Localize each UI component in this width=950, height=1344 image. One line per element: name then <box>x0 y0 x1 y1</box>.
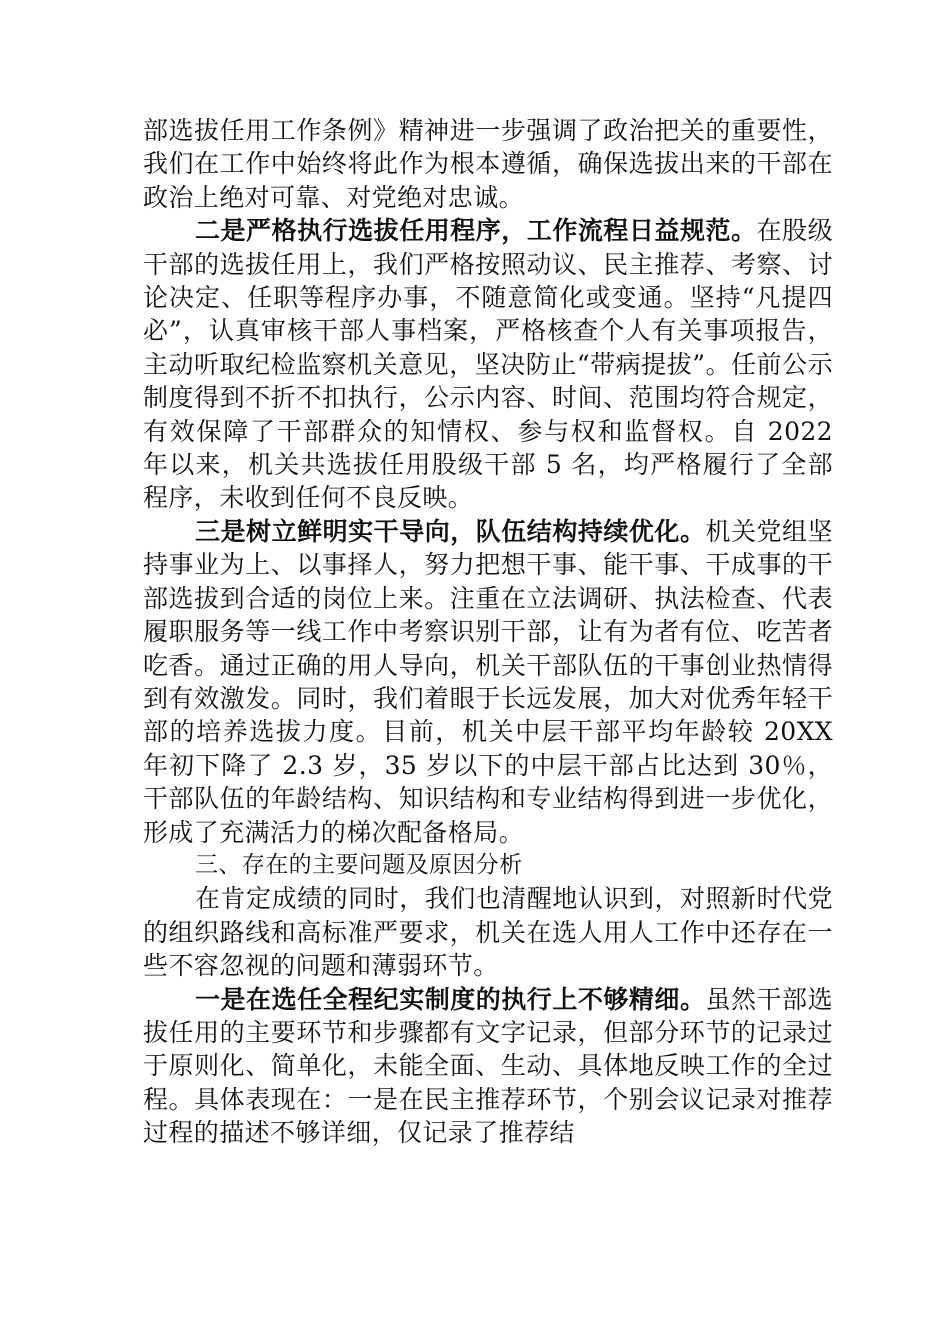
paragraph-lead-heading: 一是在选任全程纪实制度的执行上不够精细。 <box>195 984 706 1014</box>
paragraph-text: 部选拔任用工作条例》精神进一步强调了政治把关的重要性，我们在工作中始终将此作为根本遵循，确保选拔出来的干部在政治上绝对可靠、对党绝对忠诚。 <box>143 116 833 212</box>
paragraph-text: 在股级干部的选拔任用上，我们严格按照动议、民主推荐、考察、讨论决定、任职等程序办事，不随意简化或变通。坚持“凡提四必”，认真审核干部人事档案，严格核查个人有关事项报告，主动听取纪检监察机关意见，坚决防止“带病提拔”。任前公示制度得到不折不扣执行，公示内容、时间、范围均符合规定，有效保障了干部群众的知情权、参与权和监督权。自 2022 年以来，机关共选拔任用股级干部 5 名，均严格履行了全部程序，未收到任何不良反映。 <box>143 216 833 513</box>
section-heading-text: 三、存在的主要问题及原因分析 <box>195 851 523 878</box>
paragraph-point-three <box>143 515 833 849</box>
paragraph-lead-heading: 三是树立鲜明实干导向，队伍结构持续优化。 <box>195 516 706 546</box>
paragraph-continuation <box>143 114 833 214</box>
document-body <box>143 114 833 1150</box>
paragraph-text: 虽然干部选拔任用的主要环节和步骤都有文字记录，但部分环节的记录过于原则化、简单化，未能全面、生动、具体地反映工作的全过程。具体表现在：一是在民主推荐环节，个别会议记录对推荐过程的描述不够详细，仅记录了推荐结 <box>143 984 833 1148</box>
paragraph-text: 机关党组坚持事业为上、以事择人，努力把想干事、能干事、干成事的干部选拔到合适的岗位上来。注重在立法调研、执法检查、代表履职服务等一线工作中考察识别干部，让有为者有位、吃苦者吃香。通过正确的用人导向，机关干部队伍的干事创业热情得到有效激发。同时，我们着眼于长远发展，加大对优秀年轻干部的培养选拔力度。目前，机关中层干部平均年龄较 20XX 年初下降了 2.3 岁，35 岁以下的中层干部占比达到 30％，干部队伍的年龄结构、知识结构和专业结构得到进一步优化，形成了充满活力的梯次配备格局。 <box>143 516 833 847</box>
paragraph-problem-one <box>143 983 833 1150</box>
paragraph-intro <box>143 882 833 982</box>
section-heading <box>143 849 833 882</box>
paragraph-text: 在肯定成绩的同时，我们也清醒地认识到，对照新时代党的组织路线和高标准严要求，机关在选人用人工作中还存在一些不容忽视的问题和薄弱环节。 <box>143 884 833 981</box>
paragraph-point-two <box>143 214 833 515</box>
paragraph-lead-heading: 二是严格执行选拔任用程序，工作流程日益规范。 <box>195 216 757 246</box>
